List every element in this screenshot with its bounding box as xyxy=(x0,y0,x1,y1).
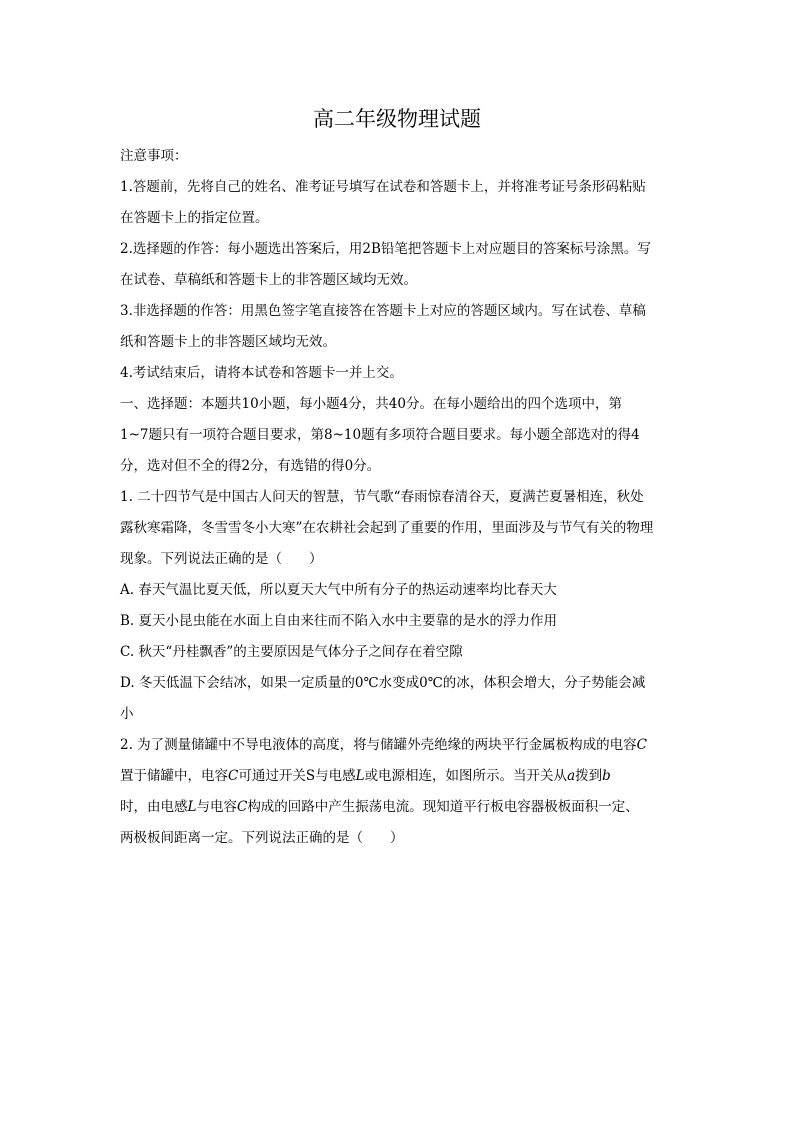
q1-option-b: B. 夏天小昆虫能在水面上自由来往而不陷入水中主要靠的是水的浮力作用 xyxy=(120,613,558,629)
q2-text: 与电容 xyxy=(196,799,237,815)
notice-item-1-line-1: 1.答题前，先将自己的姓名、准考证号填写在试卷和答题卡上，并将准考证号条形码粘贴 xyxy=(120,179,646,195)
q2-symbol-c: C xyxy=(636,737,648,753)
notice-item-4-line-1: 4.考试结束后，请将本试卷和答题卡一并上交。 xyxy=(120,365,403,381)
q2-text: 拨到 xyxy=(575,768,603,784)
notice-item-2-line-2: 在试卷、草稿纸和答题卡上的非答题区域均无效。 xyxy=(120,272,417,288)
q1-option-c: C. 秋天“丹桂飘香”的主要原因是气体分子之间存在着空隙 xyxy=(120,644,463,660)
q2-symbol-b: b xyxy=(602,768,611,784)
q2-symbol-c: C xyxy=(236,799,248,815)
q2-stem-line-4: 两极板间距离一定。下列说法正确的是（ ） xyxy=(120,830,404,846)
q1-stem-line-1: 1. 二十四节气是中国古人问天的智慧，节气歌“春雨惊春清谷天，夏满芒夏暑相连，秋处 xyxy=(120,489,644,505)
q1-option-d-line-2: 小 xyxy=(120,706,134,722)
q2-stem-line-1 xyxy=(120,735,680,755)
q1-option-d-line-1: D. 冬天低温下会结冰，如果一定质量的0℃水变成0℃的冰，体积会增大，分子势能会减 xyxy=(120,675,646,691)
q1-stem-line-2: 露秋寒霜降，冬雪雪冬小大寒”在农耕社会起到了重要的作用，里面涉及与节气有关的物理 xyxy=(120,520,654,536)
q2-stem-line-3 xyxy=(120,797,680,817)
q2-text: 或电源相连，如图所示。当开关从 xyxy=(364,768,568,784)
q2-symbol-c: C xyxy=(228,768,239,784)
notice-item-3-line-1: 3.非选择题的作答：用黑色签字笔直接答在答题卡上对应的答题区域内。写在试卷、草稿 xyxy=(120,303,646,319)
section1-instruction-line-2: 1~7题只有一项符合题目要求，第8~10题有多项符合题目要求。每小题全部选对的得4 xyxy=(120,427,640,443)
notice-item-1-line-2: 在答题卡上的指定位置。 xyxy=(120,210,269,226)
q2-text: 置于储罐中，电容 xyxy=(120,768,228,784)
q2-symbol-l: L xyxy=(355,768,365,784)
notice-heading: 注意事项： xyxy=(120,148,188,164)
q2-symbol-a: a xyxy=(567,768,576,784)
notice-item-2-line-1: 2.选择题的作答：每小题选出答案后，用2B铅笔把答题卡上对应题目的答案标号涂黑。写 xyxy=(120,241,651,257)
notice-item-3-line-2: 纸和答题卡上的非答题区域均无效。 xyxy=(120,334,336,350)
q2-text: 构成的回路中产生振荡电流。现知道平行板电容器极板面积一定、 xyxy=(247,799,639,815)
q2-text: 2. 为了测量储罐中不导电液体的高度，将与储罐外壳绝缘的两块平行金属板构成的电容 xyxy=(120,737,637,753)
q2-symbol-l: L xyxy=(187,799,197,815)
q1-option-a: A. 春天气温比夏天低，所以夏天大气中所有分子的热运动速率均比春天大 xyxy=(120,582,557,598)
section1-instruction-line-1: 一、选择题：本题共10小题，每小题4分，共40分。在每小题给出的四个选项中，第 xyxy=(120,396,622,412)
q1-stem-line-3: 现象。下列说法正确的是（ ） xyxy=(120,551,323,567)
q2-text: 可通过开关S与电感 xyxy=(238,768,356,784)
section1-instruction-line-3: 分，选对但不全的得2分，有选错的得0分。 xyxy=(120,458,381,474)
q2-stem-line-2 xyxy=(120,766,680,786)
page-title: 高二年级物理试题 xyxy=(313,107,481,131)
q2-text: 时，由电感 xyxy=(120,799,188,815)
